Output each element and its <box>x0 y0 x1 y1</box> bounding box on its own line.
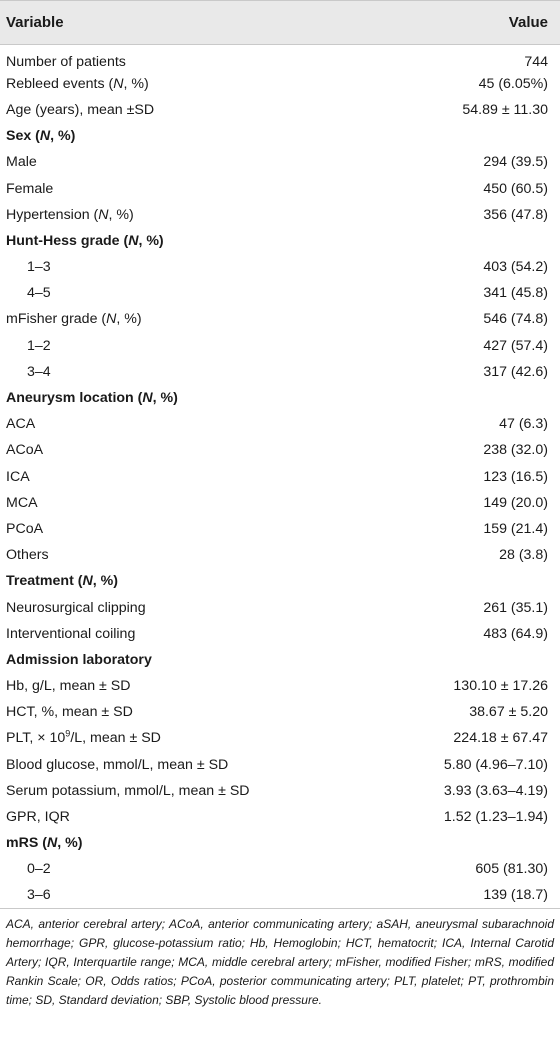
table-row <box>0 464 560 490</box>
variable-label: Serum potassium, mmol/L, mean ± SD <box>6 782 250 799</box>
variable-cell <box>0 280 379 306</box>
table-row <box>0 45 560 71</box>
table-row <box>0 778 560 804</box>
value-cell: 130.10 ± 17.26 <box>453 678 548 695</box>
table-row <box>0 306 560 332</box>
variable-cell <box>0 594 379 620</box>
value-cell: 123 (16.5) <box>483 468 548 485</box>
table-row <box>0 856 560 882</box>
variable-cell <box>0 516 379 542</box>
variable-cell <box>0 333 379 359</box>
section-row <box>0 385 560 411</box>
value-cell: 356 (47.8) <box>483 206 548 223</box>
variable-label: 1–3 <box>27 259 51 276</box>
table-row <box>0 175 560 201</box>
variable-cell <box>0 254 379 280</box>
variable-label: Treatment ( <box>6 573 83 590</box>
variable-label-suffix: , %) <box>50 128 76 145</box>
table-row <box>0 149 560 175</box>
value-cell: 149 (20.0) <box>483 494 548 511</box>
variable-label: Age (years), mean ±SD <box>6 101 155 118</box>
variable-cell <box>0 725 379 751</box>
variable-cell <box>0 202 379 228</box>
variable-label: 4–5 <box>27 285 51 302</box>
variable-label-suffix: , %) <box>57 835 83 852</box>
table-row <box>0 437 560 463</box>
value-cell: 54.89 ± 11.30 <box>462 101 548 118</box>
value-cell: 224.18 ± 67.47 <box>453 730 548 747</box>
value-cell <box>379 228 560 254</box>
variable-label-suffix: /L, mean ± SD <box>70 730 161 747</box>
variable-label-italic: N <box>98 206 109 223</box>
value-cell: 261 (35.1) <box>483 599 548 616</box>
value-cell: 38.67 ± 5.20 <box>469 704 548 721</box>
table-row <box>0 359 560 385</box>
value-cell: 1.52 (1.23–1.94) <box>443 809 548 826</box>
value-cell: 5.80 (4.96–7.10) <box>443 756 548 773</box>
variable-cell <box>0 647 379 673</box>
variable-label: PLT, × 10 <box>6 730 66 747</box>
variable-cell <box>0 359 379 385</box>
value-cell: 744 <box>524 53 548 70</box>
table-header-row <box>0 1 560 45</box>
variable-cell <box>0 385 379 411</box>
variable-cell <box>0 752 379 778</box>
value-cell: 341 (45.8) <box>483 285 548 302</box>
variable-label-suffix: , %) <box>116 311 142 328</box>
table-row <box>0 804 560 830</box>
variable-label: 3–4 <box>27 363 51 380</box>
variable-label: Sex ( <box>6 128 40 145</box>
section-row <box>0 647 560 673</box>
table-row <box>0 594 560 620</box>
variable-cell <box>0 97 379 123</box>
variable-label-italic: N <box>47 835 58 852</box>
variable-label: Hb, g/L, mean ± SD <box>6 678 131 695</box>
variable-cell <box>0 175 379 201</box>
table-row <box>0 280 560 306</box>
section-row <box>0 568 560 594</box>
variable-cell <box>0 621 379 647</box>
table-row <box>0 411 560 437</box>
variable-cell <box>0 883 379 909</box>
variable-cell <box>0 45 379 71</box>
value-cell: 47 (6.3) <box>499 416 548 433</box>
variable-cell <box>0 149 379 175</box>
variable-cell <box>0 778 379 804</box>
variable-label: 0–2 <box>27 861 51 878</box>
variable-label: HCT, %, mean ± SD <box>6 704 133 721</box>
table-row <box>0 699 560 725</box>
variable-cell <box>0 490 379 516</box>
variable-label-suffix: , %) <box>92 573 118 590</box>
table-row <box>0 542 560 568</box>
variable-cell <box>0 411 379 437</box>
variable-label: ACA <box>6 416 36 433</box>
variable-label: Female <box>6 180 54 197</box>
variable-cell <box>0 830 379 856</box>
table-row <box>0 202 560 228</box>
variable-label: mFisher grade ( <box>6 311 107 328</box>
value-cell: 483 (64.9) <box>483 625 548 642</box>
table-row <box>0 254 560 280</box>
variable-label-suffix: , %) <box>108 206 134 223</box>
variable-cell <box>0 804 379 830</box>
variable-label-italic: N <box>82 573 93 590</box>
variable-cell <box>0 856 379 882</box>
value-cell <box>379 647 560 673</box>
variable-cell <box>0 542 379 568</box>
value-cell: 294 (39.5) <box>483 154 548 171</box>
variable-label-italic: N <box>142 390 153 407</box>
variable-label-superscript: 9 <box>65 728 71 739</box>
variable-label: MCA <box>6 494 38 511</box>
variable-label: ICA <box>6 468 30 485</box>
variable-label: Hunt-Hess grade ( <box>6 232 129 249</box>
variable-label: 3–6 <box>27 887 51 904</box>
variable-label-italic: N <box>106 311 117 328</box>
variable-label-italic: N <box>39 128 51 145</box>
variable-label: Admission laboratory <box>6 651 152 668</box>
variable-label: 1–2 <box>27 337 51 354</box>
variable-label: PCoA <box>6 520 44 537</box>
variable-label: Neurosurgical clipping <box>6 599 146 616</box>
table-row <box>0 883 560 909</box>
variable-cell <box>0 673 379 699</box>
value-cell: 159 (21.4) <box>483 520 548 537</box>
table-row <box>0 725 560 751</box>
variable-cell <box>0 464 379 490</box>
table-row <box>0 333 560 359</box>
variable-label: GPR, IQR <box>6 809 70 826</box>
variable-label: ACoA <box>6 442 44 459</box>
table-row <box>0 621 560 647</box>
value-cell <box>379 830 560 856</box>
value-cell <box>379 385 560 411</box>
table-row <box>0 97 560 123</box>
table-body <box>0 45 560 909</box>
variable-label: Interventional coiling <box>6 625 136 642</box>
variable-label-suffix: , %) <box>152 390 178 407</box>
variable-label: Others <box>6 547 49 564</box>
value-cell: 605 (81.30) <box>475 861 548 878</box>
variable-label: Number of patients <box>6 53 126 70</box>
value-cell: 45 (6.05%) <box>478 75 548 92</box>
variable-cell <box>0 71 379 97</box>
variable-label: mRS ( <box>6 835 47 852</box>
table-footnote: ACA, anterior cerebral artery; ACoA, anterior communicating artery; aSAH, aneurysmal subarachnoid hemorrhage; GPR, glucose-potassium ratio; Hb, Hemoglobin; HCT, hematocrit; ICA, Internal Carotid Artery; IQR, Interquartile range; MCA, middle cerebral artery; mFisher, modified Fisher; mRS, modified Rankin Scale; OR, Odds ratios; PCoA, posterior communicating artery; PLT, platelet; PT, prothrombin time; SD, Standard deviation; SBP, Systolic blood pressure. <box>6 917 554 1008</box>
variable-label-italic: N <box>113 75 124 92</box>
value-cell: 28 (3.8) <box>499 547 548 564</box>
variable-label-suffix: , %) <box>138 232 164 249</box>
variable-label: Hypertension ( <box>6 206 99 223</box>
value-cell: 546 (74.8) <box>483 311 548 328</box>
variable-label: Rebleed events ( <box>6 75 114 92</box>
value-cell <box>379 123 560 149</box>
table-row <box>0 490 560 516</box>
table-row <box>0 673 560 699</box>
variable-label-suffix: , %) <box>123 75 149 92</box>
value-cell <box>379 568 560 594</box>
table-row <box>0 752 560 778</box>
value-cell: 238 (32.0) <box>483 442 548 459</box>
variable-cell <box>0 228 379 254</box>
variable-label: Blood glucose, mmol/L, mean ± SD <box>6 756 229 773</box>
variable-cell <box>0 437 379 463</box>
header-value: Value <box>508 14 548 31</box>
variable-label: Aneurysm location ( <box>6 390 143 407</box>
header-variable: Variable <box>6 14 64 31</box>
variable-label: Male <box>6 154 37 171</box>
variable-cell <box>0 123 379 149</box>
value-cell: 139 (18.7) <box>483 887 548 904</box>
value-cell: 450 (60.5) <box>483 180 548 197</box>
section-row <box>0 228 560 254</box>
value-cell: 317 (42.6) <box>483 363 548 380</box>
table-row <box>0 71 560 97</box>
section-row <box>0 123 560 149</box>
value-cell: 427 (57.4) <box>483 337 548 354</box>
value-cell: 3.93 (3.63–4.19) <box>443 782 548 799</box>
value-cell: 403 (54.2) <box>483 259 548 276</box>
section-row <box>0 830 560 856</box>
table-row <box>0 516 560 542</box>
variable-cell <box>0 306 379 332</box>
variable-cell <box>0 699 379 725</box>
variable-label-italic: N <box>128 232 139 249</box>
variable-cell <box>0 568 379 594</box>
